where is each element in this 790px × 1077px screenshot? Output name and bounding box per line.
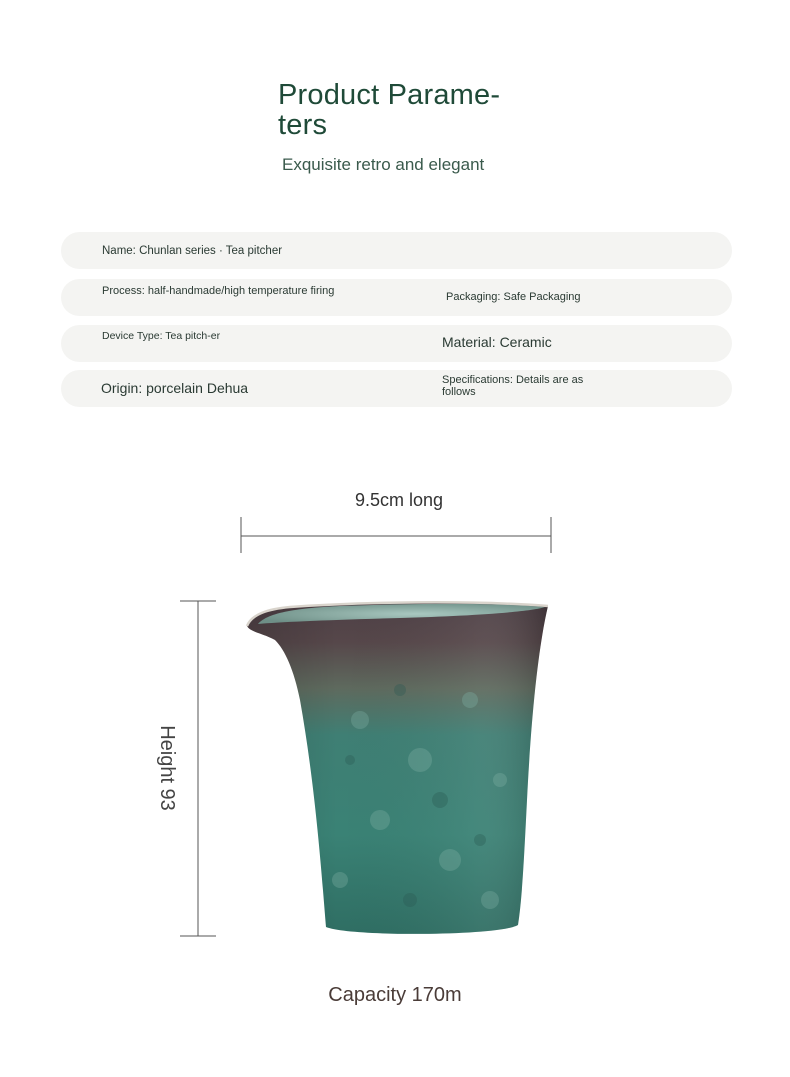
capacity-label: Capacity 170m — [328, 984, 462, 1006]
param-packaging: Packaging: Safe Packaging — [446, 291, 581, 303]
length-dimension-line — [241, 517, 551, 553]
page-subtitle: Exquisite retro and elegant — [282, 155, 485, 174]
tea-pitcher-image — [247, 602, 548, 934]
param-process: Process: half-handmade/high temperature firing — [102, 285, 335, 297]
param-origin: Origin: porcelain Dehua — [101, 380, 249, 396]
height-label: Height 93 — [156, 725, 178, 811]
height-dimension-line — [180, 601, 216, 936]
page-title: Product Parame-ters — [278, 79, 501, 141]
param-material: Material: Ceramic — [442, 334, 552, 350]
param-specifications: Specifications: Details are as follows — [442, 374, 584, 398]
param-name: Name: Chunlan series · Tea pitcher — [102, 245, 283, 257]
length-label: 9.5cm long — [355, 490, 444, 510]
param-device-type: Device Type: Tea pitch-er — [102, 330, 221, 342]
